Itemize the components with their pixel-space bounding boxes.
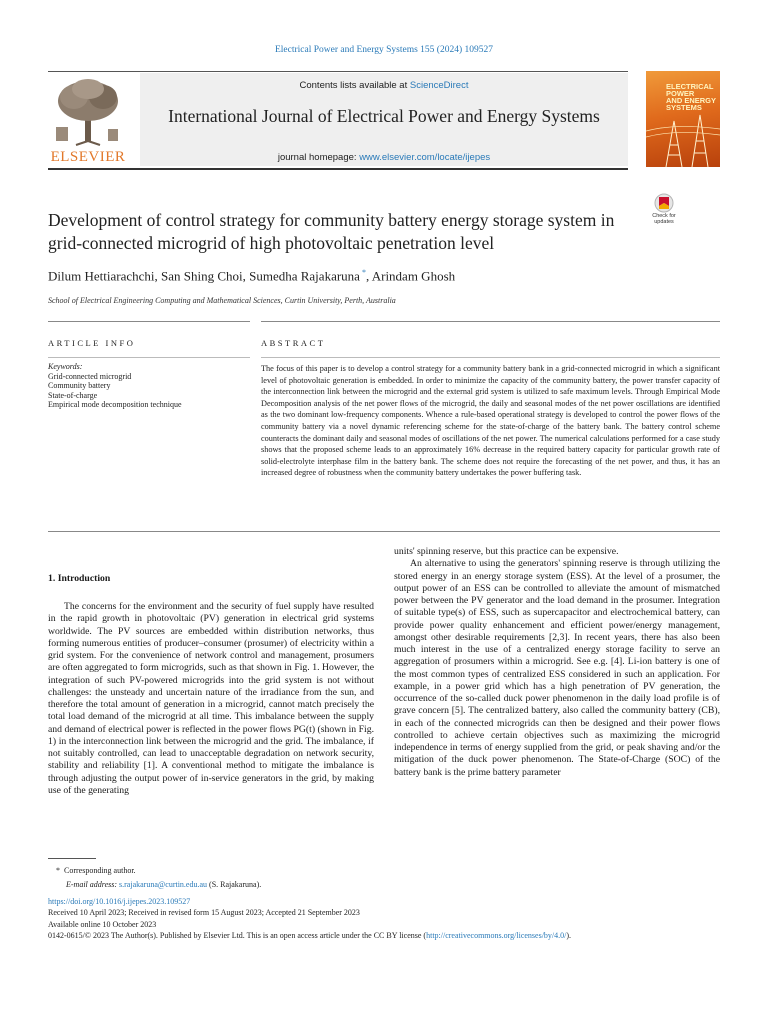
cover-line: ELECTRICAL	[666, 82, 714, 91]
publication-metadata	[48, 896, 748, 941]
corresponding-label: Corresponding author.	[64, 866, 136, 875]
journal-title: International Journal of Electrical Power and Energy Systems	[168, 106, 600, 126]
authors-rest: , Arindam Ghosh	[365, 268, 456, 284]
sciencedirect-link[interactable]: ScienceDirect	[409, 80, 469, 91]
divider	[261, 357, 720, 358]
homepage-prefix: journal homepage:	[277, 152, 360, 163]
running-header[interactable]: Electrical Power and Energy Systems 155 (2024) 109527	[274, 45, 494, 55]
doi-link[interactable]: https://doi.org/10.1016/j.ijepes.2023.109527	[48, 897, 191, 906]
divider	[48, 357, 250, 358]
cover-line: SYSTEMS	[666, 103, 702, 112]
footnote-divider	[48, 858, 96, 859]
received-dates: Received 10 April 2023; Received in revised form 15 August 2023; Accepted 21 September 2023	[48, 908, 360, 918]
license-suffix: ).	[566, 930, 572, 940]
license-link[interactable]: http://creativecommons.org/licenses/by/4.0/	[426, 930, 567, 940]
authors-primary: Dilum Hettiarachchi, San Shing Choi, Sumedha Rajakaruna	[48, 268, 360, 284]
article-title: Development of control strategy for community battery energy storage system in grid-connected microgrid of high photovoltaic penetration level	[48, 210, 615, 253]
affiliation: School of Electrical Engineering Computing and Mathematical Sciences, Curtin University, Perth, Australia	[48, 296, 396, 305]
license-prefix: 0142-0615/© 2023 The Author(s). Published by Elsevier Ltd. This is an open access article under the CC BY license (	[48, 930, 427, 940]
section-heading-introduction: 1. Introduction	[48, 573, 111, 584]
keywords-block	[48, 362, 248, 410]
footnote-email	[48, 878, 720, 892]
article-info-heading: ARTICLE INFO	[48, 338, 136, 348]
cover-title	[666, 83, 718, 111]
abstract-text: The focus of this paper is to develop a control strategy for a community battery bank in a grid-connected microgrid in which a significant level of photovoltaic generation is embedded. In order to minimize the capacity of the community battery, the power transfer capacity of the interconnection link between the microgrid and the external grid system is utilized to safe maximum levels. Through Empirical Mode Decomposition analysis of the net power flows of the microgrid, the daily and seasonal modes of the net power oscillations are identified as the two dominant low-frequency components. Whence a rule-based operational strategy is developed to control the power flows of the community battery via a novel dynamic referencing scheme for the state-of-charge of the battery bank. The battery control scheme counteracts the dominant daily and seasonal modes of oscillations of the net power. The numerical calculations performed for a case study shows that the proposed scheme leads to an approximately 16% decrease in the required battery capacity for particular growth rate of solid-electrolyte interphase film in the battery bank. The scheme does not require the forecasting of the net power, and thus, it has an increased degree of robustness when the community battery undertakes the power buffering task.	[261, 364, 720, 478]
corresponding-author-mark[interactable]: *	[361, 268, 366, 277]
cover-line: POWER	[666, 89, 695, 98]
keyword-item: State-of-charge	[48, 390, 98, 400]
divider	[48, 531, 720, 532]
keyword-item: Grid-connected microgrid	[48, 371, 132, 381]
divider	[48, 321, 250, 322]
body-column-right	[394, 546, 720, 779]
keyword-item: Empirical mode decomposition technique	[48, 400, 182, 410]
keywords-label: Keywords:	[48, 362, 83, 371]
email-suffix: (S. Rajakaruna).	[209, 879, 262, 889]
crossmark-label	[645, 213, 683, 225]
keyword-item: Community battery	[48, 381, 111, 391]
license-line	[48, 930, 748, 941]
footnote-mark: *	[56, 866, 60, 875]
body-paragraph: units' spinning reserve, but this practice can be expensive.	[394, 546, 619, 557]
crossmark-label-line: Check for	[652, 213, 676, 219]
journal-homepage-link[interactable]: www.elsevier.com/locate/ijepes	[359, 152, 491, 163]
homepage-line	[140, 152, 628, 163]
contents-prefix: Contents lists available at	[299, 80, 410, 91]
elsevier-wordmark: ELSEVIER	[50, 149, 126, 165]
footnote	[48, 864, 720, 891]
divider	[261, 321, 720, 322]
body-paragraph: An alternative to using the generators' spinning reserve is through utilizing the stored energy in an energy storage system (ESS). At the level of a prosumer, the output power of an ESS can be controlled to alleviate the amount of mismatched power between the PV generator and the load demand in the prosumer. Integration of suitable type(s) of ESS, such as supercapacitor and electrochemical battery, can provide power quality enhancement and efficient power/energy management, amongst other desirable requirements [2,3]. In recent years, there has also been much interest in the use of a centralized energy storage facility to serve an aggregation of prosumers within a microgrid. See e.g. [4]. Li-ion battery is one of the most common types of centralized ESS considered in such an application. For example, in a power grid which has a high penetration of PV generation, the occurrence of the so-called duck power phenomenon in the daily load profile is of grave concern [5]. The centralized battery, also called the community battery (CB), in each of the connected microgrids can then be designed and their power flows controlled to achieve certain objectives such as maximizing the microgrid independence in terms of energy supplied from the grid, or peak shaving and/or the mitigation of the duck power phenomenon. The State-of-Charge (SOC) of the battery bank is the prime battery parameter	[394, 558, 720, 778]
elsevier-tree-logo-icon	[48, 75, 128, 147]
available-online: Available online 10 October 2023	[48, 919, 157, 929]
email-link[interactable]: s.rajakaruna@curtin.edu.au	[119, 879, 208, 889]
abstract-heading: ABSTRACT	[261, 338, 326, 348]
author-list	[48, 268, 648, 284]
body-column-left: The concerns for the environment and the security of fuel supply have resulted in the rapid growth in photovoltaic (PV) generation in electrical grid systems worldwide. The PV sources are embedded within distribution networks, thus forming numerous entities of producer–consumer (prosumer) of electricity within a grid system. For the convenience of network control and management, prosumers are often aggregated to form microgrids, such as that shown in Fig. 1. However, the integration of such PV-powered microgrids into the grid system is not without challenges: the unsteady and uncertain nature of the irradiance from the sun, and therefore the total amount of generation in a microgrid, cannot match precisely the total load demand of the microgrid at all time. This imbalance between the supply and demand of electrical power is reflected in the power flows PG(t) (shown in Fig. 1) in the interconnection link between the microgrid and the grid. The imbalance, if not suitably controlled, can lead to unacceptable degradation on network security, stability and reliability [1]. A conventional method to mitigate the imbalance is through adjusting the output power of in-service generators in the grid, by making use of the generating	[48, 601, 374, 796]
email-label: E-mail address:	[66, 879, 118, 889]
crossmark-label-line: updates	[654, 219, 674, 225]
footnote-corresponding	[48, 864, 720, 878]
contents-line	[140, 80, 628, 91]
cover-line: AND ENERGY	[666, 96, 717, 105]
